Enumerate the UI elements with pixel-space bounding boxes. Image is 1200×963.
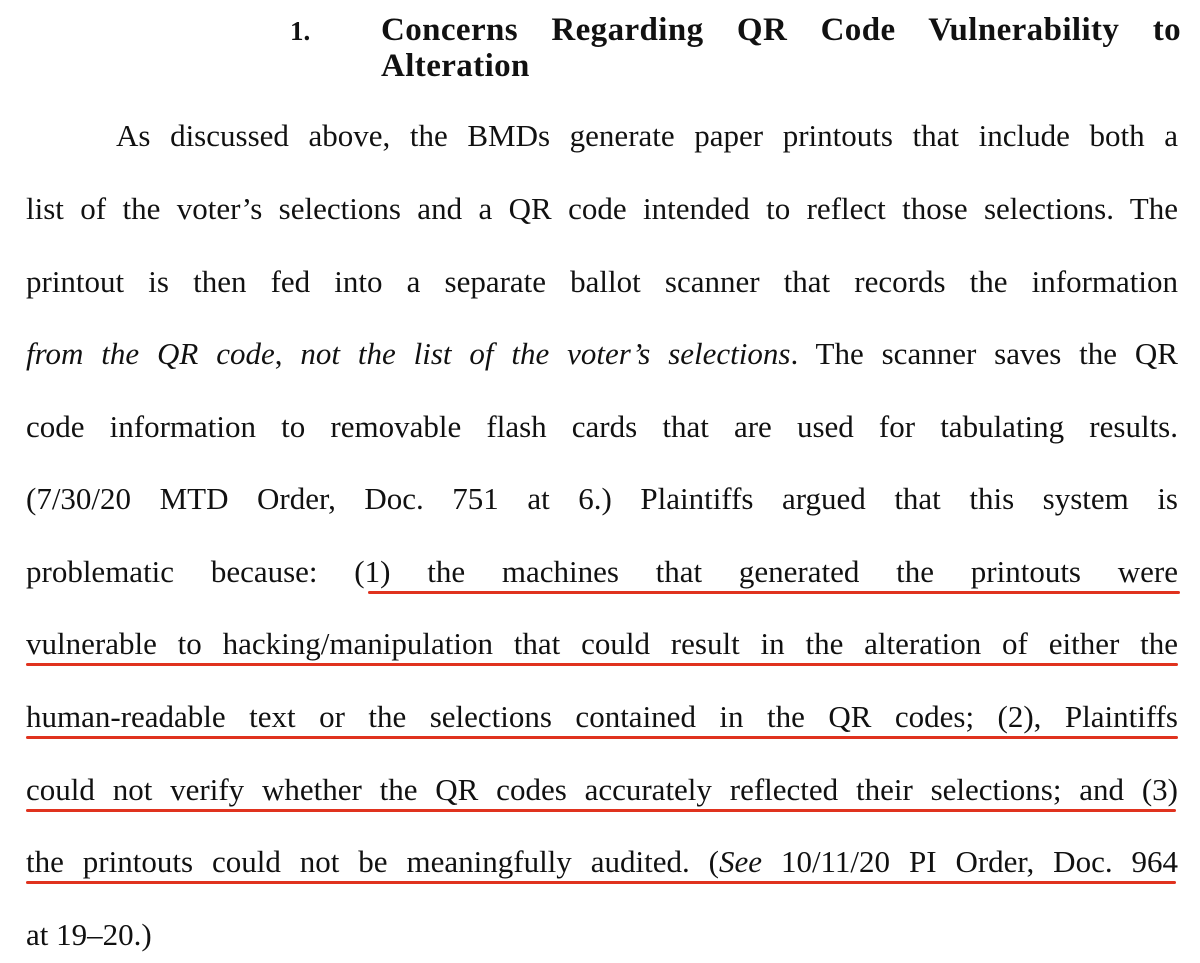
italic-phrase-qr: from the QR code <box>26 336 275 371</box>
paragraph-line-7 <box>26 552 1178 592</box>
red-underline-4 <box>26 809 1176 812</box>
paragraph-line-10: could not verify whether the QR codes accurately reflected their selections; and (3) <box>26 772 1178 807</box>
section-title-line2: Alteration <box>381 48 530 84</box>
paragraph-line-12: at 19–20.) <box>26 917 152 952</box>
paragraph-line-4 <box>26 334 1178 374</box>
paragraph-line-1: As discussed above, the BMDs generate paper printouts that include both a <box>116 118 1178 153</box>
line11-rest: 10/11/20 PI Order, Doc. 964 <box>762 844 1179 879</box>
red-underline-5 <box>26 881 1176 884</box>
paragraph-line-6: (7/30/20 MTD Order, Doc. 751 at 6.) Plaintiffs argued that this system is <box>26 481 1178 516</box>
paragraph-line-8: vulnerable to hacking/manipulation that could result in the alteration of either the <box>26 626 1178 661</box>
paragraph-line-2: list of the voter’s selections and a QR code intended to reflect those selections. The <box>26 191 1178 226</box>
paragraph-line-5: code information to removable flash cards that are used for tabulating results. <box>26 409 1178 444</box>
paragraph-line-9: human-readable text or the selections contained in the QR codes; (2), Plaintiffs <box>26 699 1178 734</box>
line7-underlined: (1) the machines that generated the printouts were <box>354 554 1178 589</box>
section-number: 1. <box>290 16 311 46</box>
section-title-line1: Concerns Regarding QR Code Vulnerability to <box>381 12 1181 48</box>
paragraph-line-3: printout is then fed into a separate ballot scanner that records the information <box>26 264 1178 299</box>
line4-rest: . The scanner saves the QR <box>790 336 1178 371</box>
italic-phrase-list: not the list of the voter’s selections <box>300 336 791 371</box>
red-underline-2 <box>26 663 1178 666</box>
line11-pre: the printouts could not be meaningfully audited. ( <box>26 844 719 879</box>
section-title <box>381 12 1181 84</box>
red-underline-1 <box>368 591 1180 594</box>
italic-see: See <box>718 844 763 879</box>
paragraph-line-11 <box>26 842 1178 882</box>
red-underline-3 <box>26 736 1178 739</box>
line7-pre: problematic because: <box>26 554 355 589</box>
section-heading <box>0 12 1200 92</box>
line4-comma: , <box>274 336 301 371</box>
